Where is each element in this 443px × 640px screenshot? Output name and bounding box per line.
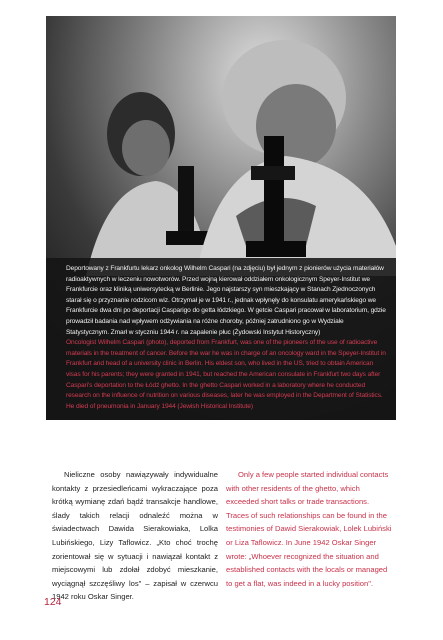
body-text-polish: Nieliczne osoby nawiązywały indywidualne kontakty z przesiedleńcami wykraczające poza krótką wymianę zdań bądź transakcje handlowe, ślady takich relacji odnaleźć można w świadectwach Dawida Sierakowiaka, Lolka Lubińskiego, Lizy Taflowicz. „Kto choć trochę zorientował się w sytuacji i nawiązał kontakt z miejscowymi lub zdołał zdobyć mieszkanie, wyciągnął szczęśliwy los" – zapisał w czerwcu 1942 roku Oskar Singer. [52,470,218,602]
photo-caption [46,258,396,420]
caption-polish: Deportowany z Frankfurtu lekarz onkolog Wilhelm Caspari (na zdjęciu) był jednym z pionierów użycia materiałów radioaktywnych w leczeniu nowotworów. Przed wojną kierował oddziałem onkologicznym Speyer-Institut we Frankfurcie oraz kliniką uniwersytecką w Berlinie. Jego najstarszy syn mieszkający w Stanach Zjednoczonych starał się o przyznanie rodzicom wiz. Otrzymał je w 1941 r., jednak wpłynęły do konsulatu amerykańskiego we Frankfurcie dwa dni po deportacji Casparigo do getta łódzkiego. W getcie Caspari pracował w laboratorium, gdzie prowadził badania nad wpływem odżywiania na różne choroby, później zatrudniono go w Wydziale Statystycznym. Zmarł w styczniu 1944 r. na zapalenie płuc (Żydowski Instytut Historyczny) [66,265,386,336]
body-text-english: Only a few people started individual contacts with other residents of the ghetto, which exceeded short talks or trade transactions. Traces of such relationships can be found in the testimonies of Dawid Sierakowiak, Lolek Lubiński or Liza Taflowicz. In June 1942 Oskar Singer wrote: „Whoever recognized the situation and established contacts with the locals or managed to get a flat, was indeed in a lucky position". [226,470,392,588]
caption-english: Oncologist Wilhelm Caspari (photo), deported from Frankfurt, was one of the pioneers of the use of radioactive materials in the treatment of cancer. Before the war he was in charge of an oncology ward in the Speyer-Institut in Frankfurt and head of a university clinic in Berlin. His eldest son, who lived in the US, tried to obtain American visas for his parents; they were granted in 1941, but reached the American consulate in Frankfurt two days after Caspari's deportation to the Łódź ghetto. In the ghetto Caspari worked in a laboratory where he conducted research on the influence of nutrition on various diseases, later he was employed in the Department of Statistics. He died of pneumonia in January 1944 (Jewish Historical Institute) [66,339,386,410]
page-number: 124 [44,596,62,608]
